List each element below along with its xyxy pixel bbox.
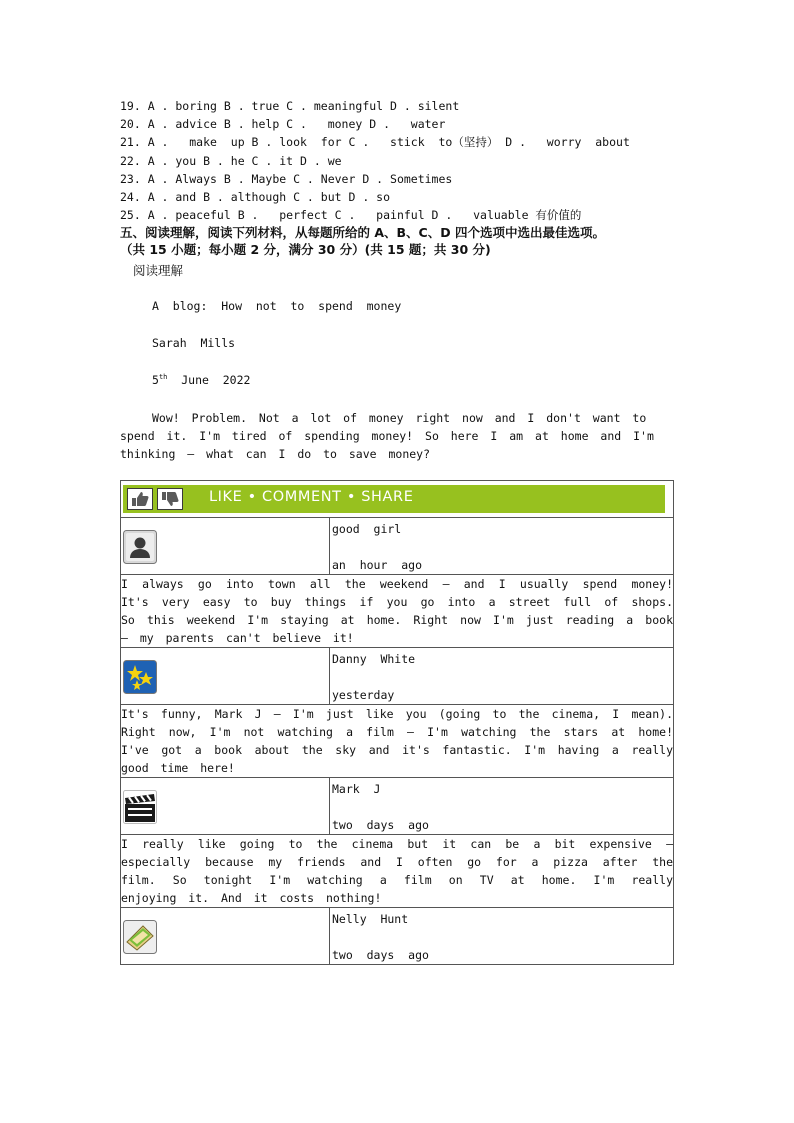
comment-time: two days ago (332, 948, 429, 962)
option-line: 21. A . make up B . look for C . stick to（坚持） D . worry about (120, 135, 630, 150)
blog-date (152, 373, 250, 387)
blog-title: A blog: How not to spend money (152, 299, 402, 313)
banner-cell (121, 481, 674, 518)
comment-time: yesterday (332, 688, 395, 702)
comment-meta (330, 778, 674, 835)
avatar-cell (121, 908, 330, 965)
section-score: （共 15 小题；每小题 2 分，满分 30 分）(共 15 题；共 30 分) (120, 242, 491, 257)
blog-intro (120, 409, 676, 463)
stars-avatar-icon (123, 660, 157, 694)
avatar-cell (121, 778, 330, 835)
comment-text: I always go into town all the weekend – and I usually spend money! It's very easy to buy things if you go into a street full of shops. So this weekend I'm staying at home. Right now I'm just reading a book – my parents can't believe it! (121, 575, 674, 648)
commenter-name: Nelly Hunt (332, 912, 409, 926)
date-day: 5 (152, 373, 159, 387)
thumbs-down-icon[interactable] (157, 488, 183, 510)
date-rest: June 2022 (167, 373, 251, 387)
thumbs-up-icon[interactable] (127, 488, 153, 510)
commenter-name: Mark J (332, 782, 381, 796)
commenter-name: good girl (332, 522, 402, 536)
option-line: 19. A . boring B . true C . meaningful D . silent (120, 99, 460, 113)
blog-comments-table (120, 480, 674, 965)
comment-text: I really like going to the cinema but it can be a bit expensive – especially because my friends and I often go for a pizza after the film. So tonight I'm watching a film on TV at home. I'm really enjoying it. And it costs nothing! (121, 835, 674, 908)
comment-meta (330, 518, 674, 575)
option-line: 23. A . Always B . Maybe C . Never D . Sometimes (120, 171, 453, 186)
date-suffix: th (158, 373, 168, 382)
comment-time: two days ago (332, 818, 429, 832)
person-avatar-icon (123, 530, 157, 564)
option-line: 24. A . and B . although C . but D . so (120, 190, 391, 205)
blog-intro-text: Wow! Problem. Not a lot of money right now and I don't want to spend it. I'm tired of spending money! So here I am at home and I'm thinking – what can I do to save money? (120, 411, 654, 461)
avatar-cell (121, 518, 330, 575)
clapperboard-avatar-icon (123, 790, 157, 824)
sandwich-avatar-icon (123, 920, 157, 954)
comment-meta (330, 648, 674, 705)
commenter-name: Danny White (332, 652, 416, 666)
banner-label: LIKE • COMMENT • SHARE (209, 489, 414, 505)
comment-meta (330, 908, 674, 965)
section-heading (120, 224, 605, 258)
comment-time: an hour ago (332, 558, 423, 572)
option-line: 25. A . peaceful B . perfect C . painful D . valuable 有价值的 (120, 208, 582, 223)
option-line: 20. A . advice B . help C . money D . water (120, 117, 446, 132)
thumbs-group (127, 488, 185, 510)
blog-author: Sarah Mills (152, 336, 236, 350)
option-line: 22. A . you B . he C . it D . we (120, 153, 342, 168)
section-title: 五、阅读理解，阅读下列材料，从每题所给的 A、B、C、D 四个选项中选出最佳选项。 (120, 225, 605, 240)
section-subtitle: 阅读理解 (133, 263, 184, 278)
answer-options (120, 97, 630, 224)
avatar-cell (121, 648, 330, 705)
comment-text: It's funny, Mark J – I'm just like you (going to the cinema, I mean). Right now, I'm not watching a film – I'm watching the stars at home! I've got a book about the sky and it's fantastic. I'm having a really good time here! (121, 705, 674, 778)
like-comment-share-banner (123, 485, 665, 513)
